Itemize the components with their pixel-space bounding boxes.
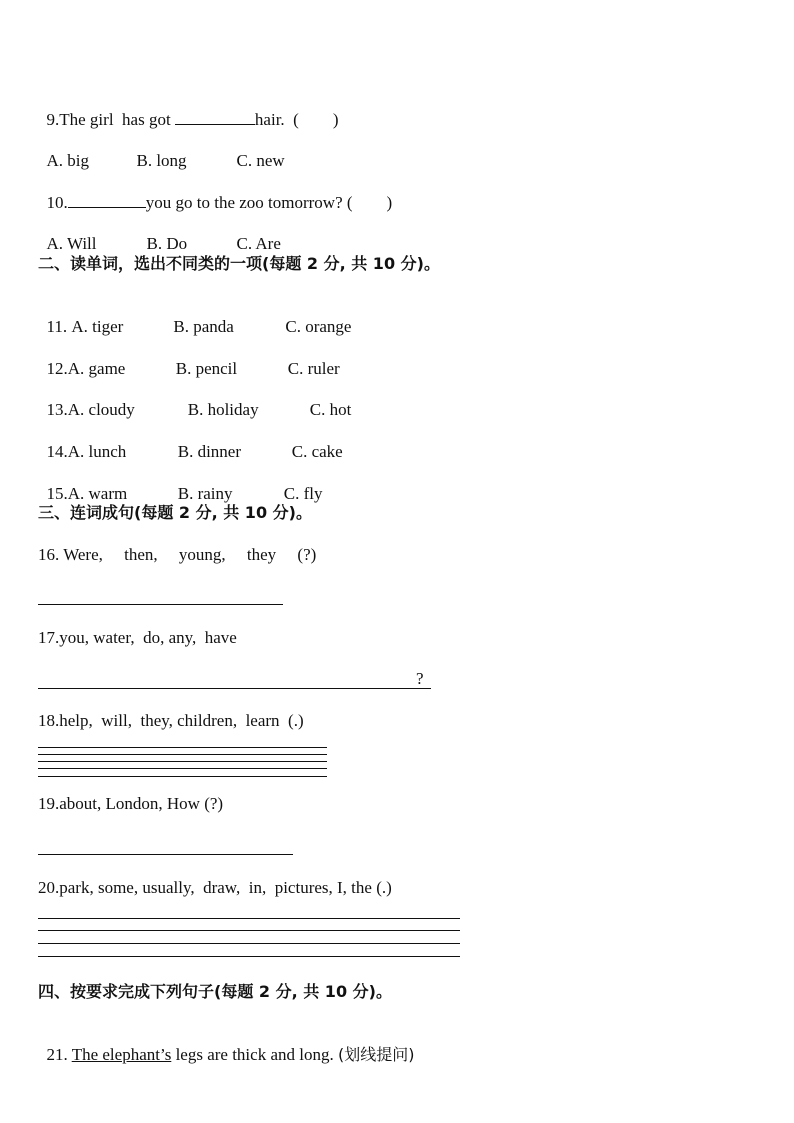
bracket-close: ) xyxy=(386,193,393,212)
question-21 xyxy=(38,1022,414,1066)
question-15 xyxy=(38,461,322,505)
answer-line[interactable] xyxy=(38,956,460,957)
option-a[interactable]: A. warm xyxy=(67,484,128,503)
answer-line[interactable] xyxy=(38,776,327,777)
question-17: 17.you, water, do, any, have xyxy=(38,628,237,647)
option-a[interactable]: A. lunch xyxy=(67,442,127,461)
option-c[interactable]: C. cake xyxy=(291,442,343,461)
option-b[interactable]: B. long xyxy=(136,151,187,170)
option-c[interactable]: C. hot xyxy=(309,400,352,419)
question-10-suffix: you go to the zoo tomorrow? ( xyxy=(145,193,353,212)
question-13 xyxy=(38,377,351,421)
question-number: 12. xyxy=(46,359,68,378)
question-18: 18.help, will, they, children, learn (.) xyxy=(38,711,304,730)
option-b[interactable]: B. Do xyxy=(146,234,188,253)
answer-blank[interactable] xyxy=(68,191,146,208)
question-9 xyxy=(38,86,339,131)
question-21-text: legs are thick and long. xyxy=(171,1045,338,1064)
option-c[interactable]: C. fly xyxy=(283,484,323,503)
question-number: 13. xyxy=(46,400,68,419)
option-a[interactable]: A. tiger xyxy=(71,317,124,336)
section-4-heading: 四、按要求完成下列句子(每题 2 分, 共 10 分)。 xyxy=(38,982,392,1001)
option-b[interactable]: B. pencil xyxy=(175,359,238,378)
instruction-note: (划线提问) xyxy=(337,1045,415,1064)
option-c[interactable]: C. new xyxy=(236,151,285,170)
answer-line[interactable] xyxy=(38,854,293,855)
answer-line[interactable] xyxy=(38,688,431,689)
question-number: 14. xyxy=(46,442,68,461)
section-2-heading: 二、读单词，选出不同类的一项(每题 2 分, 共 10 分)。 xyxy=(38,254,440,273)
question-16: 16. Were, then, young, they (?) xyxy=(38,545,317,564)
option-a[interactable]: A. game xyxy=(67,359,126,378)
question-number: 15. xyxy=(46,484,68,503)
bracket-close: ) xyxy=(332,110,339,129)
question-10-prefix: 10. xyxy=(46,193,68,212)
end-mark: ? xyxy=(416,669,424,688)
question-12 xyxy=(38,336,340,380)
question-9-options xyxy=(38,128,285,172)
option-a[interactable]: A. Will xyxy=(46,234,97,253)
question-14 xyxy=(38,419,343,463)
question-number: 11. xyxy=(46,317,72,336)
question-9-suffix: hair. ( xyxy=(254,110,299,129)
question-20: 20.park, some, usually, draw, in, pictures, I, the (.) xyxy=(38,878,392,897)
answer-line[interactable] xyxy=(38,768,327,769)
option-b[interactable]: B. rainy xyxy=(177,484,233,503)
section-3-heading: 三、连词成句(每题 2 分, 共 10 分)。 xyxy=(38,503,312,522)
option-c[interactable]: C. ruler xyxy=(287,359,340,378)
answer-line[interactable] xyxy=(38,754,327,755)
answer-line[interactable] xyxy=(38,943,460,944)
option-b[interactable]: B. panda xyxy=(173,317,234,336)
answer-line[interactable] xyxy=(38,604,283,605)
option-b[interactable]: B. holiday xyxy=(187,400,259,419)
answer-line[interactable] xyxy=(38,761,327,762)
question-9-prefix: 9.The girl has got xyxy=(46,110,175,129)
option-a[interactable]: A. cloudy xyxy=(67,400,135,419)
question-11 xyxy=(38,294,351,338)
option-a[interactable]: A. big xyxy=(46,151,89,170)
underlined-phrase: The elephant’s xyxy=(71,1045,172,1064)
answer-line[interactable] xyxy=(38,747,327,748)
answer-blank[interactable] xyxy=(175,108,255,125)
option-b[interactable]: B. dinner xyxy=(177,442,242,461)
question-10 xyxy=(38,169,392,214)
question-10-options xyxy=(38,211,281,255)
answer-line[interactable] xyxy=(38,918,460,919)
answer-line[interactable] xyxy=(38,930,460,931)
question-19: 19.about, London, How (?) xyxy=(38,794,224,813)
option-c[interactable]: C. orange xyxy=(285,317,352,336)
option-c[interactable]: C. Are xyxy=(236,234,281,253)
question-number: 21. xyxy=(46,1045,72,1064)
